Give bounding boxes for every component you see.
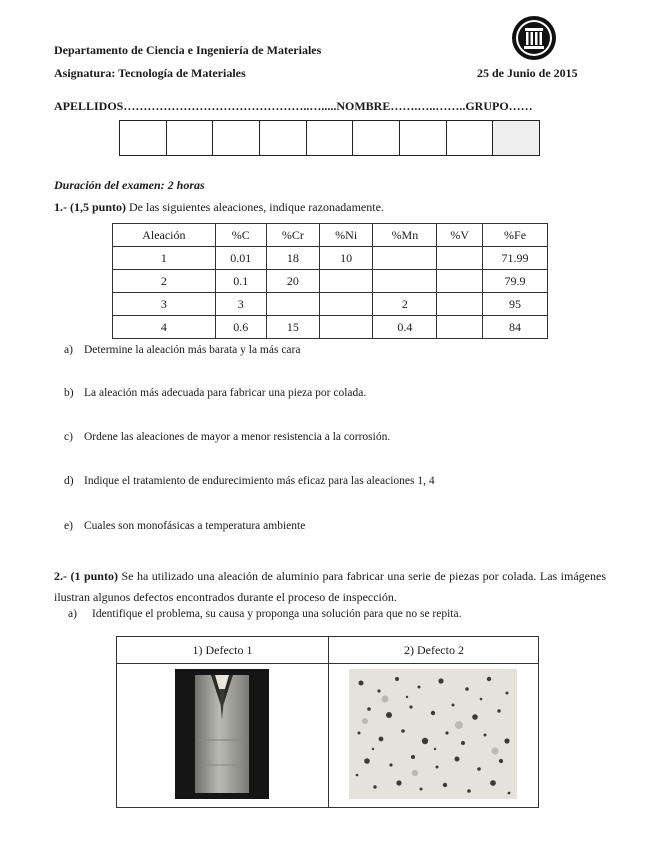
exam-duration: Duración del examen: 2 horas: [54, 178, 205, 192]
item-text: Determine la aleación más barata y la más cara: [84, 344, 301, 356]
item-letter: b): [64, 387, 74, 399]
table-cell: [266, 293, 319, 316]
table-cell: 71.99: [483, 247, 548, 270]
table-header: %Ni: [320, 224, 373, 247]
table-cell: 20: [266, 270, 319, 293]
table-cell: 3: [215, 293, 266, 316]
question-1-item-e: [64, 520, 305, 532]
table-cell: [437, 316, 483, 339]
defect-1-casting-image: [175, 669, 269, 799]
defect-2-porosity-image: [349, 669, 517, 799]
defect-2-header: 2) Defecto 2: [329, 637, 539, 664]
table-row: [113, 316, 548, 339]
grade-box: [167, 121, 214, 155]
table-cell: 2: [373, 293, 437, 316]
item-letter: c): [64, 431, 73, 443]
grade-box: [260, 121, 307, 155]
defects-table: [116, 636, 539, 808]
table-cell: [437, 293, 483, 316]
item-letter: a): [68, 608, 77, 620]
table-cell: [320, 270, 373, 293]
item-text: Cuales son monofásicas a temperatura ambiente: [84, 520, 306, 532]
table-cell: 1: [113, 247, 216, 270]
table-cell: 0.1: [215, 270, 266, 293]
table-header: %Mn: [373, 224, 437, 247]
table-cell: 79.9: [483, 270, 548, 293]
table-cell: 2: [113, 270, 216, 293]
item-letter: e): [64, 520, 73, 532]
question-2-item-a: [68, 608, 461, 620]
table-cell: 10: [320, 247, 373, 270]
defect-1-header: 1) Defecto 1: [117, 637, 328, 664]
grade-box: [400, 121, 447, 155]
table-header: Aleación: [113, 224, 216, 247]
table-row: [113, 293, 548, 316]
table-cell: 3: [113, 293, 216, 316]
table-header-row: [113, 224, 548, 247]
item-text: Ordene las aleaciones de mayor a menor resistencia a la corrosión.: [84, 431, 391, 443]
table-divider: [328, 637, 329, 807]
table-cell: 18: [266, 247, 319, 270]
table-row: [113, 247, 548, 270]
item-letter: a): [64, 344, 73, 356]
table-cell: 15: [266, 316, 319, 339]
grade-box: [447, 121, 494, 155]
table-cell: 84: [483, 316, 548, 339]
table-header: %Cr: [266, 224, 319, 247]
table-cell: [437, 247, 483, 270]
table-header: %Fe: [483, 224, 548, 247]
table-cell: 4: [113, 316, 216, 339]
grade-box-total: [493, 121, 539, 155]
question-1-text: De las siguientes aleaciones, indique razonadamente.: [126, 200, 384, 214]
table-header: %V: [437, 224, 483, 247]
table-cell: 95: [483, 293, 548, 316]
table-cell: 0.4: [373, 316, 437, 339]
department-name: Departamento de Ciencia e Ingeniería de Materiales: [54, 43, 322, 57]
table-cell: [320, 316, 373, 339]
subject-name: Asignatura: Tecnología de Materiales: [54, 66, 246, 80]
table-cell: [373, 270, 437, 293]
question-1-number: 1.- (1,5 punto): [54, 200, 127, 214]
question-2-number: 2.- (1 punto): [54, 569, 118, 583]
question-1-item-b: [64, 387, 366, 399]
question-1: [54, 200, 384, 215]
question-1-item-a: [64, 344, 300, 356]
item-text: Indique el tratamiento de endurecimiento más eficaz para las aleaciones 1, 4: [84, 475, 435, 487]
question-1-item-c: [64, 431, 390, 443]
table-cell: 0.6: [215, 316, 266, 339]
grade-box: [353, 121, 400, 155]
table-cell: [437, 270, 483, 293]
table-cell: [320, 293, 373, 316]
alloy-composition-table: [112, 223, 548, 339]
question-1-item-d: [64, 475, 435, 487]
table-cell: [373, 247, 437, 270]
item-letter: d): [64, 475, 74, 487]
question-2: [54, 566, 606, 608]
table-row: [113, 270, 548, 293]
grade-box: [307, 121, 354, 155]
grade-boxes: [119, 120, 540, 156]
table-header: %C: [215, 224, 266, 247]
table-cell: 0.01: [215, 247, 266, 270]
university-logo-icon: [510, 14, 558, 62]
item-text: Identifique el problema, su causa y proponga una solución para que no se repita.: [92, 608, 462, 620]
question-2-text: Se ha utilizado una aleación de aluminio para fabricar una serie de piezas por colada. Las imágenes ilustran algunos defectos encontrados durante el proceso de inspección.: [54, 569, 606, 604]
item-text: La aleación más adecuada para fabricar una pieza por colada.: [84, 387, 367, 399]
grade-box: [120, 121, 167, 155]
grade-box: [213, 121, 260, 155]
student-name-line: APELLIDOS………………………………………..….....NOMBRE…….…..……..GRUPO……: [54, 99, 533, 113]
exam-date: 25 de Junio de 2015: [477, 66, 578, 80]
